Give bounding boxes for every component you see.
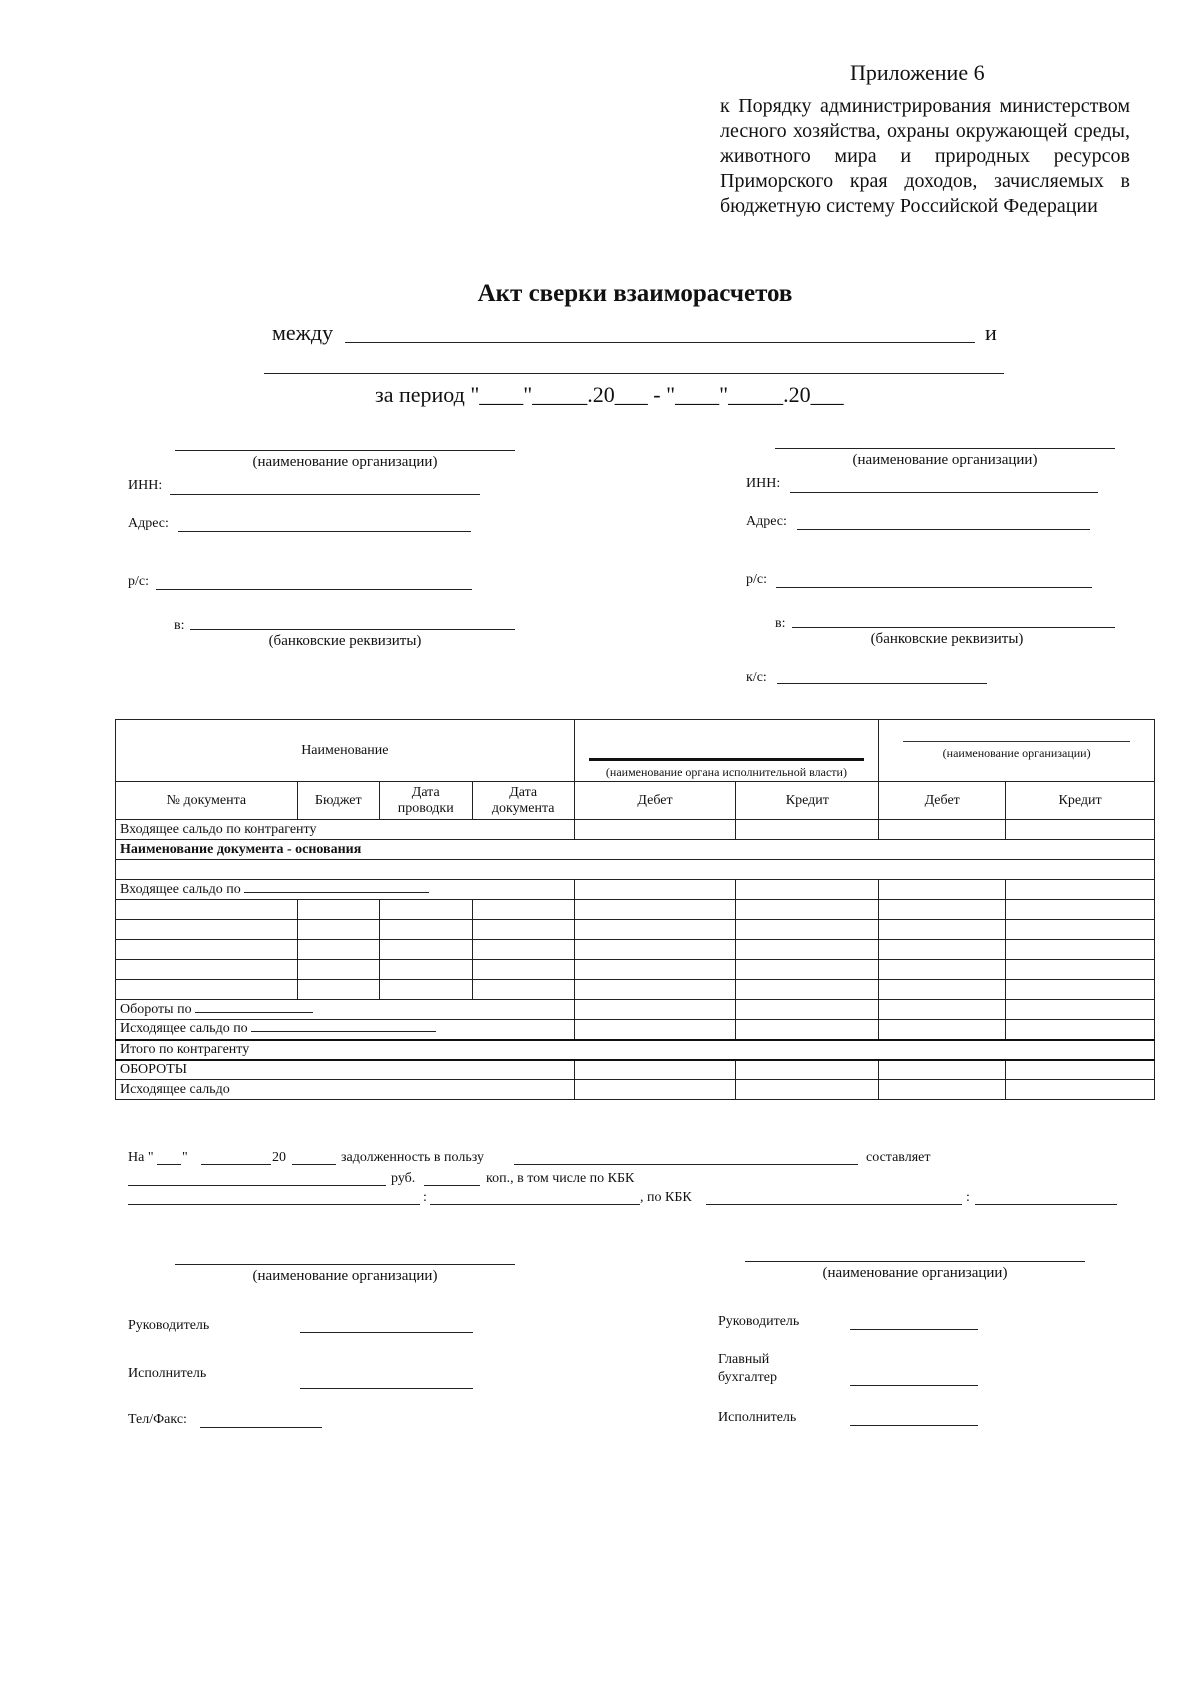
left-head-label: Руководитель <box>128 1318 210 1333</box>
table-cell[interactable] <box>1006 1080 1155 1100</box>
phone-fax-label: Тел/Факс: <box>128 1412 187 1427</box>
right-head-label: Руководитель <box>718 1314 800 1329</box>
table-cell[interactable] <box>574 940 736 960</box>
table-cell[interactable] <box>736 1060 879 1080</box>
right-inn-label: ИНН: <box>746 476 781 491</box>
table-cell[interactable] <box>879 940 1006 960</box>
between-label: между <box>272 320 334 345</box>
kbk-two-field[interactable] <box>706 1204 962 1205</box>
appendix-text: к Порядку администрирования министерством лесного хозяйства, охраны окружающей среды, животного мира и природных ресурсов Приморского края доходов, зачисляемых в бюджетную систему Российской Федерации <box>720 95 1130 217</box>
right-executor-signature-field[interactable] <box>850 1425 978 1426</box>
table-cell[interactable] <box>879 880 1006 900</box>
table-cell[interactable] <box>1006 980 1155 1000</box>
table-cell[interactable] <box>1006 920 1155 940</box>
kbk-two-label: , по КБК <box>640 1190 692 1205</box>
table-cell[interactable] <box>472 900 574 920</box>
debt-year-prefix: 20 <box>272 1150 286 1165</box>
chief-accountant-label-2: бухгалтер <box>718 1370 777 1385</box>
right-head-signature-field[interactable] <box>850 1329 978 1330</box>
table-cell[interactable] <box>879 960 1006 980</box>
kbk-one-field[interactable] <box>128 1204 420 1205</box>
org-header: (наименование организации) <box>879 720 1155 782</box>
table-cell[interactable] <box>879 1000 1006 1020</box>
row-outgoing-by: Исходящее сальдо по <box>116 1020 575 1040</box>
table-row <box>116 980 1155 1000</box>
table-cell[interactable] <box>116 920 298 940</box>
table-cell[interactable] <box>379 920 472 940</box>
col-posting-date: Дата проводки <box>379 782 472 820</box>
right-org-name-field[interactable] <box>775 448 1115 449</box>
name-header: Наименование <box>116 720 575 782</box>
left-head-signature-field[interactable] <box>300 1332 473 1333</box>
table-cell[interactable] <box>574 1020 736 1040</box>
table-cell[interactable] <box>574 820 736 840</box>
table-cell[interactable] <box>879 900 1006 920</box>
row-basis-document: Наименование документа - основания <box>116 840 1155 860</box>
left-executor-label: Исполнитель <box>128 1366 207 1381</box>
col-credit-authority: Кредит <box>736 782 879 820</box>
table-cell[interactable] <box>1006 1060 1155 1080</box>
table-cell[interactable] <box>1006 940 1155 960</box>
table-cell[interactable] <box>116 980 298 1000</box>
debt-year-field[interactable] <box>292 1164 336 1165</box>
table-cell[interactable] <box>1006 1020 1155 1040</box>
table-cell[interactable] <box>472 960 574 980</box>
table-cell[interactable] <box>736 960 879 980</box>
document-title: Акт сверки взаиморасчетов <box>477 280 793 307</box>
table-cell[interactable] <box>879 1080 1006 1100</box>
table-cell[interactable] <box>1006 1000 1155 1020</box>
right-org-caption: (наименование организации) <box>852 452 1038 468</box>
left-address-label: Адрес: <box>128 516 169 531</box>
right-account-field[interactable] <box>776 587 1092 588</box>
col-budget: Бюджет <box>297 782 379 820</box>
left-sign-org-caption: (наименование организации) <box>252 1268 438 1284</box>
table-row <box>116 1020 1155 1040</box>
kbk-one-amount-field[interactable] <box>430 1204 640 1205</box>
table-cell[interactable] <box>574 1060 736 1080</box>
kbk-two-colon: : <box>966 1190 970 1205</box>
table-cell[interactable] <box>736 1020 879 1040</box>
table-cell[interactable] <box>472 980 574 1000</box>
left-inn-field[interactable] <box>170 494 480 495</box>
col-debit-org: Дебет <box>879 782 1006 820</box>
right-sign-org-field[interactable] <box>745 1261 1085 1262</box>
left-org-name-field[interactable] <box>175 450 515 451</box>
right-corr-field[interactable] <box>777 683 987 684</box>
row-incoming-counterparty: Входящее сальдо по контрагенту <box>116 820 575 840</box>
table-cell[interactable] <box>574 920 736 940</box>
table-cell[interactable] <box>297 900 379 920</box>
table-row <box>116 920 1155 940</box>
debt-day-field[interactable] <box>157 1164 181 1165</box>
and-label: и <box>985 320 997 345</box>
col-debit-authority: Дебет <box>574 782 736 820</box>
left-bank-label: в: <box>174 618 185 633</box>
table-cell[interactable] <box>736 920 879 940</box>
table-cell[interactable] <box>116 960 298 980</box>
debt-quote-close: " <box>182 1150 188 1165</box>
debt-rub-field[interactable] <box>128 1185 386 1186</box>
table-row <box>116 880 1155 900</box>
table-cell[interactable] <box>379 900 472 920</box>
left-executor-signature-field[interactable] <box>300 1388 473 1389</box>
table-cell[interactable] <box>736 940 879 960</box>
period-label: за период "____"_____.20___ - "____"_____.20___ <box>375 382 844 407</box>
right-inn-field[interactable] <box>790 492 1098 493</box>
table-cell[interactable] <box>1006 900 1155 920</box>
kbk-two-amount-field[interactable] <box>975 1204 1117 1205</box>
right-bank-label: в: <box>775 616 786 631</box>
col-doc-number: № документа <box>116 782 298 820</box>
row-outgoing: Исходящее сальдо <box>116 1080 575 1100</box>
table-cell[interactable] <box>574 1000 736 1020</box>
table-cell[interactable] <box>574 960 736 980</box>
table-cell[interactable] <box>297 940 379 960</box>
table-cell[interactable] <box>297 960 379 980</box>
table-cell[interactable] <box>379 980 472 1000</box>
table-cell[interactable] <box>736 820 879 840</box>
left-org-caption: (наименование организации) <box>252 454 438 470</box>
party-one-field[interactable] <box>345 342 975 343</box>
left-sign-org-field[interactable] <box>175 1264 515 1265</box>
table-cell[interactable] <box>116 940 298 960</box>
table-cell[interactable] <box>574 880 736 900</box>
left-account-field[interactable] <box>156 589 472 590</box>
table-row <box>116 940 1155 960</box>
table-cell[interactable] <box>736 1000 879 1020</box>
right-address-label: Адрес: <box>746 514 787 529</box>
table-row <box>116 840 1155 860</box>
row-turnover-by: Обороты по <box>116 1000 575 1020</box>
org-name-field[interactable] <box>903 741 1130 742</box>
authority-header: (наименование органа исполнительной власти) <box>574 720 879 782</box>
table-cell[interactable] <box>116 860 1155 880</box>
table-cell[interactable] <box>879 980 1006 1000</box>
right-bank-caption: (банковские реквизиты) <box>870 631 1024 647</box>
col-document-date: Дата документа <box>472 782 574 820</box>
table-cell[interactable] <box>879 1020 1006 1040</box>
debt-kop-kbk-label: коп., в том числе по КБК <box>486 1171 635 1186</box>
debt-month-field[interactable] <box>201 1164 271 1165</box>
right-account-label: р/с: <box>746 572 767 587</box>
kbk-one-colon: : <box>423 1190 427 1205</box>
table-cell[interactable] <box>879 820 1006 840</box>
debt-on-label: На " <box>128 1150 154 1165</box>
table-cell[interactable] <box>736 980 879 1000</box>
debt-rub-label: руб. <box>391 1171 416 1186</box>
row-turnover: ОБОРОТЫ <box>116 1060 575 1080</box>
table-cell[interactable] <box>297 920 379 940</box>
table-row <box>116 1000 1155 1020</box>
table-row <box>116 900 1155 920</box>
chief-accountant-label-1: Главный <box>718 1352 770 1367</box>
table-cell[interactable] <box>879 920 1006 940</box>
table-cell[interactable] <box>472 920 574 940</box>
debt-in-favor-label: задолженность в пользу <box>341 1150 484 1165</box>
right-bank-field[interactable] <box>792 627 1115 628</box>
right-address-field[interactable] <box>797 529 1090 530</box>
left-bank-field[interactable] <box>190 629 515 630</box>
table-row <box>116 1080 1155 1100</box>
table-cell[interactable] <box>379 960 472 980</box>
debt-amounts-label: составляет <box>866 1150 931 1165</box>
phone-fax-field[interactable] <box>200 1427 322 1428</box>
table-row <box>116 1060 1155 1080</box>
table-row <box>116 820 1155 840</box>
table-cell[interactable] <box>1006 820 1155 840</box>
table-cell[interactable] <box>574 980 736 1000</box>
right-executor-label: Исполнитель <box>718 1410 797 1425</box>
reconciliation-table <box>115 719 1155 1100</box>
table-cell[interactable] <box>574 1080 736 1100</box>
table-cell[interactable] <box>472 940 574 960</box>
turnover-by-field[interactable] <box>195 1011 313 1013</box>
right-corr-label: к/с: <box>746 670 767 685</box>
table-cell[interactable] <box>574 900 736 920</box>
table-cell[interactable] <box>116 900 298 920</box>
right-sign-org-caption: (наименование организации) <box>822 1265 1008 1281</box>
authority-name-field[interactable] <box>589 758 865 761</box>
left-inn-label: ИНН: <box>128 478 163 493</box>
table-row <box>116 1040 1155 1060</box>
left-address-field[interactable] <box>178 531 471 532</box>
incoming-by-field[interactable] <box>244 891 429 893</box>
table-cell[interactable] <box>879 1060 1006 1080</box>
table-cell[interactable] <box>736 1080 879 1100</box>
table-row <box>116 960 1155 980</box>
table-row <box>116 860 1155 880</box>
table-cell[interactable] <box>736 900 879 920</box>
chief-accountant-signature-field[interactable] <box>850 1385 978 1386</box>
row-total-counterparty: Итого по контрагенту <box>116 1040 1155 1060</box>
outgoing-by-field[interactable] <box>251 1030 436 1032</box>
col-credit-org: Кредит <box>1006 782 1155 820</box>
left-bank-caption: (банковские реквизиты) <box>268 633 422 649</box>
appendix-title: Приложение 6 <box>850 60 985 85</box>
left-account-label: р/с: <box>128 574 149 589</box>
table-cell[interactable] <box>297 980 379 1000</box>
debt-kop-field[interactable] <box>424 1185 480 1186</box>
table-cell[interactable] <box>1006 880 1155 900</box>
table-cell[interactable] <box>736 880 879 900</box>
table-cell[interactable] <box>379 940 472 960</box>
table-cell[interactable] <box>1006 960 1155 980</box>
party-two-field[interactable] <box>264 373 1004 374</box>
row-incoming-by: Входящее сальдо по <box>116 880 575 900</box>
debt-creditor-field[interactable] <box>514 1164 858 1165</box>
